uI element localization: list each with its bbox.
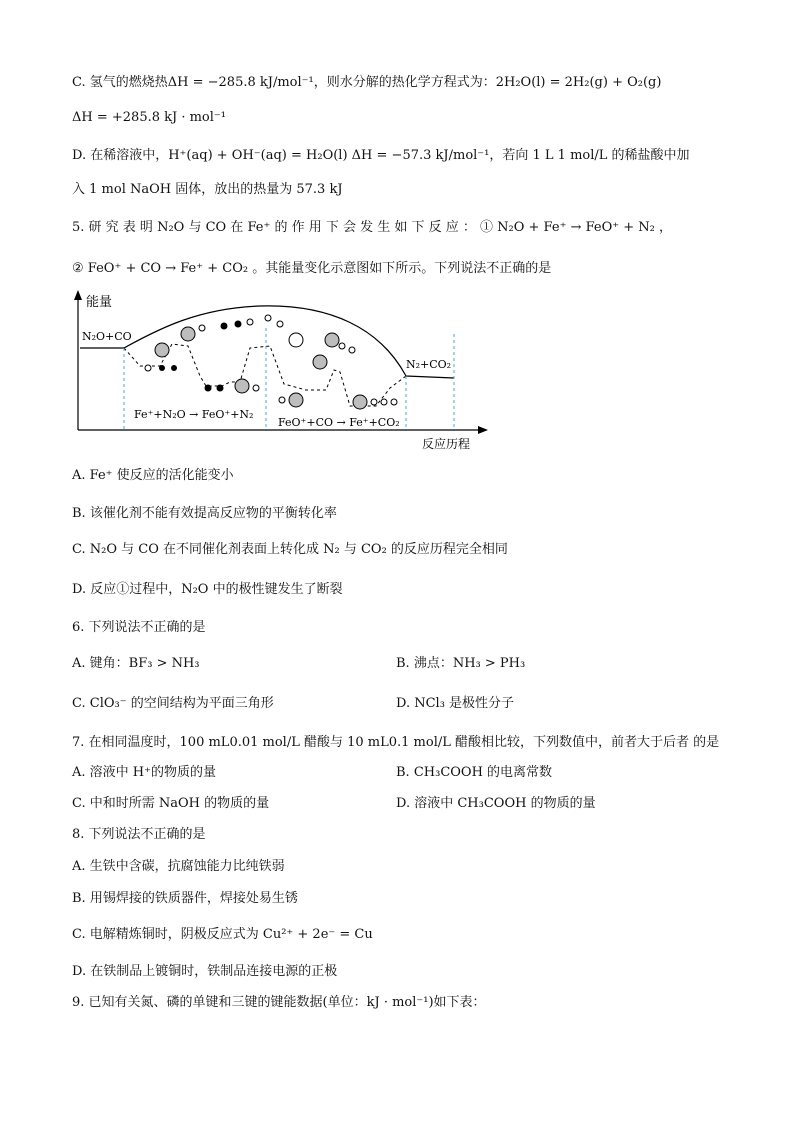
question-8-stem: 8. 下列说法不正确的是 [72,827,206,842]
q8-option-d: D. 在铁制品上镀铜时，铁制品连接电源的正极 [72,964,338,979]
q7-option-a: A. 溶液中 H⁺的物质的量 [72,765,216,780]
q5-option-c: C. N₂O 与 CO 在不同催化剂表面上转化成 N₂ 与 CO₂ 的反应历程完全相同 [72,542,508,557]
y-axis-label: 能量 [86,295,113,310]
q5-option-d: D. 反应①过程中，N₂O 中的极性键发生了断裂 [72,582,343,597]
q7-option-b: B. CH₃COOH 的电离常数 [396,765,553,780]
question-9-stem: 9. 已知有关氮、磷的单键和三键的键能数据(单位：kJ · mol⁻¹)如下表： [72,995,486,1010]
q6-option-a: A. 键角：BF₃ > NH₃ [72,656,200,671]
question-7-stem: 7. 在相同温度时，100 mL0.01 mol/L 醋酸与 10 mL0.1 mol/L 醋酸相比较，下列数值中，前者大于后者 的是 [72,735,720,750]
q8-option-b: B. 用锡焊接的铁质器件，焊接处易生锈 [72,891,298,906]
question-6-stem: 6. 下列说法不正确的是 [72,620,206,635]
q7-option-c: C. 中和时所需 NaOH 的物质的量 [72,796,270,811]
step-2-label: FeO⁺+CO → Fe⁺+CO₂ [278,416,400,429]
x-axis-label: 反应历程 [422,437,471,451]
q6-option-b: B. 沸点：NH₃ > PH₃ [396,656,526,671]
energy-diagram [70,288,490,458]
option-c-continuation: ΔH = +285.8 kJ · mol⁻¹ [72,110,226,125]
question-5-stem: 5. 研 究 表 明 N₂O 与 CO 在 Fe⁺ 的 作 用 下 会 发 生 如 下 反 应 ： ① N₂O + Fe⁺ → FeO⁺ + N₂ ， [72,220,672,235]
q6-option-d: D. NCl₃ 是极性分子 [396,696,515,711]
option-d-line: D. 在稀溶液中，H⁺(aq) + OH⁻(aq) = H₂O(l) ΔH = −57.3 kJ/mol⁻¹，若向 1 L 1 mol/L 的稀盐酸中加 [72,148,690,163]
question-5-stem-cont: ② FeO⁺ + CO → Fe⁺ + CO₂ 。其能量变化示意图如下所示。下列说法不正确的是 [72,261,552,276]
q5-option-b: B. 该催化剂不能有效提高反应物的平衡转化率 [72,506,337,521]
step-1-label: Fe⁺+N₂O → FeO⁺+N₂ [134,408,254,421]
q8-option-a: A. 生铁中含碳，抗腐蚀能力比纯铁弱 [72,859,285,874]
option-d-continuation: 入 1 mol NaOH 固体，放出的热量为 57.3 kJ [72,182,343,197]
option-c-line: C. 氢气的燃烧热ΔH = −285.8 kJ/mol⁻¹，则水分解的热化学方程式为：2H₂O(l) = 2H₂(g) + O₂(g) [72,75,662,90]
q5-option-a: A. Fe⁺ 使反应的活化能变小 [72,468,234,483]
q6-option-c: C. ClO₃⁻ 的空间结构为平面三角形 [72,696,274,711]
q8-option-c: C. 电解精炼铜时，阴极反应式为 Cu²⁺ + 2e⁻ = Cu [72,927,373,942]
q7-option-d: D. 溶液中 CH₃COOH 的物质的量 [396,796,596,811]
end-label: N₂+CO₂ [406,358,452,371]
start-label: N₂O+CO [82,330,132,343]
